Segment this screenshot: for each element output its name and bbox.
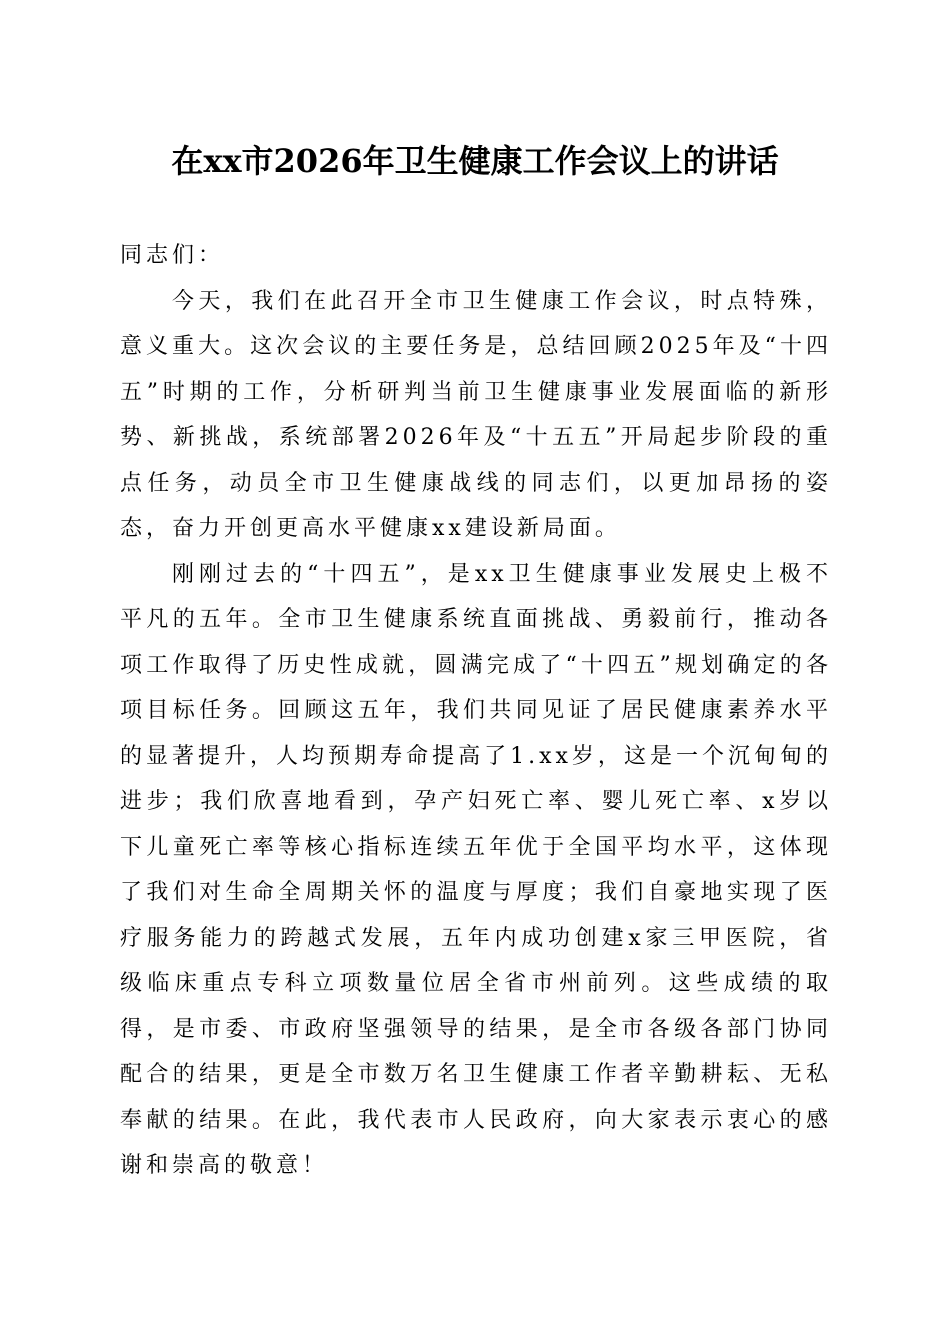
paragraph-2: 刚刚过去的“十四五”，是xx卫生健康事业发展史上极不平凡的五年。全市卫生健康系统直面挑战、勇毅前行，推动各项工作取得了历史性成就，圆满完成了“十四五”规划确定的各项目标任务。回顾这五年，我们共同见证了居民健康素养水平的显著提升，人均预期寿命提高了1.xx岁，这是一个沉甸甸的进步；我们欣喜地看到，孕产妇死亡率、婴儿死亡率、x岁以下儿童死亡率等核心指标连续五年优于全国平均水平，这体现了我们对生命全周期关怀的温度与厚度；我们自豪地实现了医疗服务能力的跨越式发展，五年内成功创建x家三甲医院，省级临床重点专科立项数量位居全省市州前列。这些成绩的取得，是市委、市政府坚强领导的结果，是全市各级各部门协同配合的结果，更是全市数万名卫生健康工作者辛勤耕耘、无私奉献的结果。在此，我代表市人民政府，向大家表示衷心的感谢和崇高的敬意！ [120,561,832,1178]
document-body [120,233,832,1189]
salutation: 同志们： [120,243,225,268]
paragraph-1: 今天，我们在此召开全市卫生健康工作会议，时点特殊，意义重大。这次会议的主要任务是，总结回顾2025年及“十四五”时期的工作，分析研判当前卫生健康事业发展面临的新形势、新挑战，系统部署2026年及“十五五”开局起步阶段的重点任务，动员全市卫生健康战线的同志们，以更加昂扬的姿态，奋力开创更高水平健康xx建设新局面。 [120,288,832,541]
document-title: 在xx市2026年卫生健康工作会议上的讲话 [171,142,779,180]
